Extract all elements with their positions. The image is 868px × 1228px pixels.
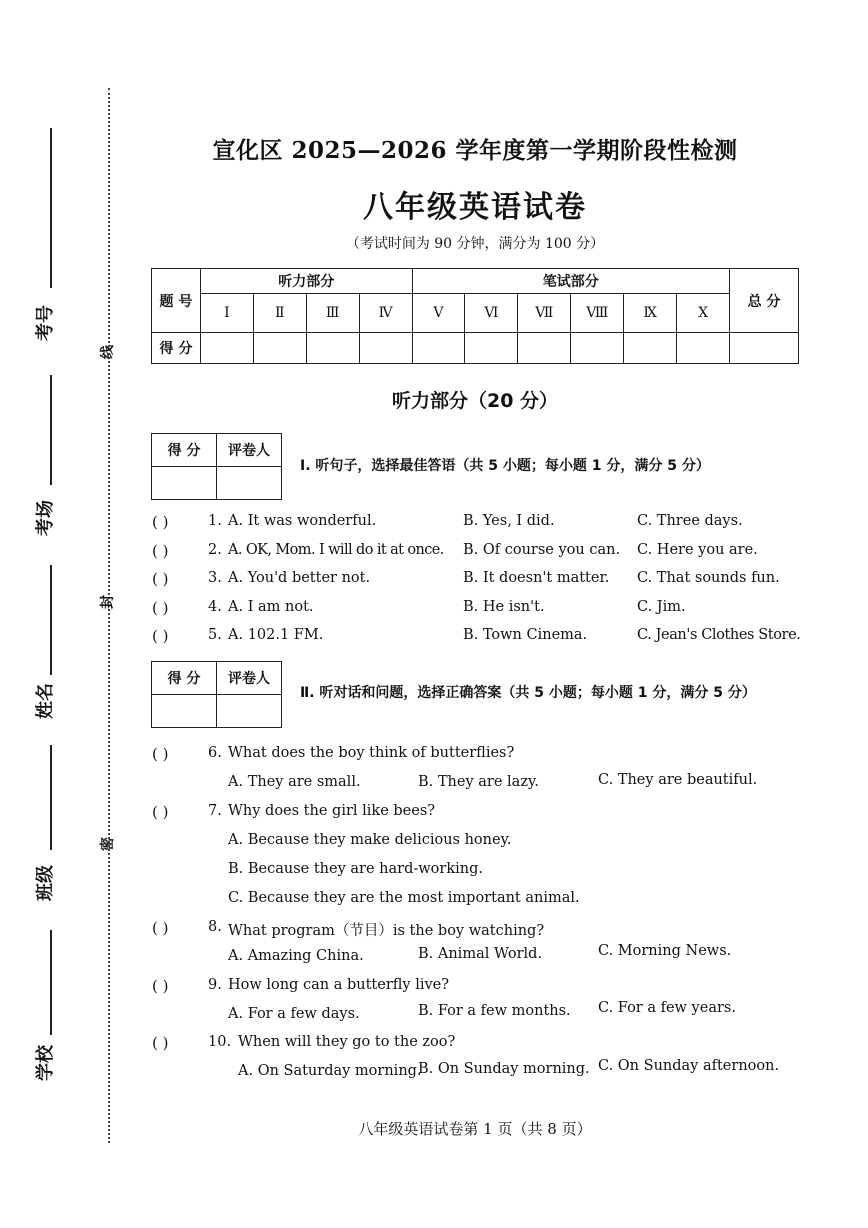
answer-blank[interactable]: ( ): [152, 627, 169, 645]
option-c: C. Jim.: [637, 599, 686, 615]
written-header: 笔试部分: [412, 269, 729, 294]
answer-blank[interactable]: ( ): [152, 977, 169, 995]
option-c: C. Morning News.: [598, 943, 732, 959]
option-c: C. That sounds fun.: [637, 570, 780, 586]
seal-dotted-line: [108, 88, 110, 1143]
answer-blank[interactable]: ( ): [152, 542, 169, 560]
score-cell[interactable]: [677, 333, 730, 364]
option-c: C. Three days.: [637, 513, 743, 529]
total-score-cell[interactable]: [730, 333, 799, 364]
exam-subtitle: 八年级英语试卷: [363, 190, 587, 225]
question-number: 3.: [208, 570, 222, 586]
option-c: C. Here you are.: [637, 542, 758, 558]
answer-blank[interactable]: ( ): [152, 1034, 169, 1052]
score-cell[interactable]: [624, 333, 677, 364]
answer-blank[interactable]: ( ): [152, 745, 169, 763]
option-b: B. For a few months.: [418, 1003, 571, 1019]
question-stem: When will they go to the zoo?: [238, 1034, 456, 1050]
section-heading: 听力部分（20 分）: [391, 390, 559, 412]
option-a: A. On Saturday morning.: [238, 1063, 422, 1079]
name-line: [50, 565, 52, 675]
question-number: 4.: [208, 599, 222, 615]
numeral-cell: Ⅹ: [677, 294, 730, 333]
numeral-cell: Ⅷ: [571, 294, 624, 333]
score-cell[interactable]: [359, 333, 412, 364]
numeral-cell: Ⅶ: [518, 294, 571, 333]
grader-score-label: 得 分: [152, 434, 217, 467]
option-a: A. Because they make delicious honey.: [228, 832, 512, 848]
score-cell[interactable]: [465, 333, 518, 364]
question-stem: How long can a butterfly live?: [228, 977, 450, 993]
grader-score-cell[interactable]: [152, 695, 217, 728]
option-b: B. Yes, I did.: [463, 513, 555, 529]
exam-room-line: [50, 375, 52, 485]
score-cell[interactable]: [306, 333, 359, 364]
option-a: A. Amazing China.: [228, 948, 364, 964]
school-label: 学校: [35, 1045, 56, 1081]
option-a: A. They are small.: [228, 774, 361, 790]
score-table: [151, 268, 799, 364]
score-cell[interactable]: [518, 333, 571, 364]
part2-instruction: Ⅱ. 听对话和问题，选择正确答案（共 5 小题；每小题 1 分，满分 5 分）: [300, 685, 756, 701]
grader-label: 评卷人: [217, 662, 282, 695]
answer-blank[interactable]: ( ): [152, 803, 169, 821]
grader-label: 评卷人: [217, 434, 282, 467]
option-b: B. Animal World.: [418, 946, 543, 962]
exam-note: （考试时间为 90 分钟，满分为 100 分）: [345, 236, 605, 252]
question-number: 10.: [208, 1034, 232, 1050]
question-number: 5.: [208, 627, 222, 643]
seal-char-line: 线: [100, 345, 116, 359]
part1-instruction: Ⅰ. 听句子，选择最佳答语（共 5 小题；每小题 1 分，满分 5 分）: [300, 458, 710, 474]
score-cell[interactable]: [200, 333, 253, 364]
seal-char-seal: 封: [100, 595, 116, 609]
numeral-cell: Ⅳ: [359, 294, 412, 333]
grader-name-cell[interactable]: [217, 467, 282, 500]
question-number: 9.: [208, 977, 222, 993]
grader-score-cell[interactable]: [152, 467, 217, 500]
class-label: 班级: [35, 865, 56, 901]
option-c: C. On Sunday afternoon.: [598, 1058, 780, 1074]
option-c: C. Because they are the most important animal.: [228, 890, 580, 906]
option-b: B. It doesn't matter.: [463, 570, 610, 586]
option-a: A. OK, Mom. I will do it at once.: [228, 542, 444, 558]
option-a: A. 102.1 FM.: [228, 627, 324, 643]
question-stem: What does the boy think of butterflies?: [228, 745, 515, 761]
seal-char-secret: 密: [100, 837, 116, 851]
exam-number-label: 考号: [35, 305, 56, 341]
class-line: [50, 745, 52, 850]
numeral-cell: Ⅸ: [624, 294, 677, 333]
option-c: C. For a few years.: [598, 1000, 736, 1016]
numeral-cell: Ⅰ: [200, 294, 253, 333]
option-b: B. On Sunday morning.: [418, 1061, 590, 1077]
exam-title: 宣化区 2025—2026 学年度第一学期阶段性检测: [212, 137, 738, 164]
option-a: A. You'd better not.: [228, 570, 371, 586]
answer-blank[interactable]: ( ): [152, 919, 169, 937]
page-footer: 八年级英语试卷第 1 页（共 8 页）: [358, 1120, 592, 1138]
grader-box-2: [151, 661, 282, 728]
grader-score-label: 得 分: [152, 662, 217, 695]
option-a: A. I am not.: [228, 599, 314, 615]
school-line: [50, 930, 52, 1035]
option-b: B. Of course you can.: [463, 542, 621, 558]
numeral-cell: Ⅱ: [253, 294, 306, 333]
name-label: 姓名: [35, 683, 56, 719]
question-stem: What program（节目）is the boy watching?: [228, 923, 545, 939]
option-b: B. They are lazy.: [418, 774, 539, 790]
option-a: A. For a few days.: [228, 1006, 360, 1022]
question-stem: Why does the girl like bees?: [228, 803, 436, 819]
exam-number-line: [50, 128, 52, 288]
question-number: 6.: [208, 745, 222, 761]
numeral-cell: Ⅴ: [412, 294, 465, 333]
answer-blank[interactable]: ( ): [152, 570, 169, 588]
option-b: B. He isn't.: [463, 599, 545, 615]
numeral-cell: Ⅲ: [306, 294, 359, 333]
question-number: 1.: [208, 513, 222, 529]
total-header: 总 分: [730, 269, 799, 333]
option-c: C. Jean's Clothes Store.: [637, 627, 801, 643]
option-b: B. Town Cinema.: [463, 627, 588, 643]
option-b: B. Because they are hard-working.: [228, 861, 483, 877]
grader-name-cell[interactable]: [217, 695, 282, 728]
numeral-cell: Ⅵ: [465, 294, 518, 333]
score-row-header: 得 分: [152, 333, 201, 364]
question-number: 2.: [208, 542, 222, 558]
score-cell[interactable]: [571, 333, 624, 364]
score-cell[interactable]: [253, 333, 306, 364]
question-number: 8.: [208, 919, 222, 935]
option-a: A. It was wonderful.: [228, 513, 377, 529]
question-number: 7.: [208, 803, 222, 819]
exam-room-label: 考场: [35, 500, 56, 536]
grader-box-1: [151, 433, 282, 500]
option-c: C. They are beautiful.: [598, 772, 758, 788]
answer-blank[interactable]: ( ): [152, 513, 169, 531]
answer-blank[interactable]: ( ): [152, 599, 169, 617]
question-number-header: 题 号: [152, 269, 201, 333]
listening-header: 听力部分: [200, 269, 412, 294]
score-cell[interactable]: [412, 333, 465, 364]
